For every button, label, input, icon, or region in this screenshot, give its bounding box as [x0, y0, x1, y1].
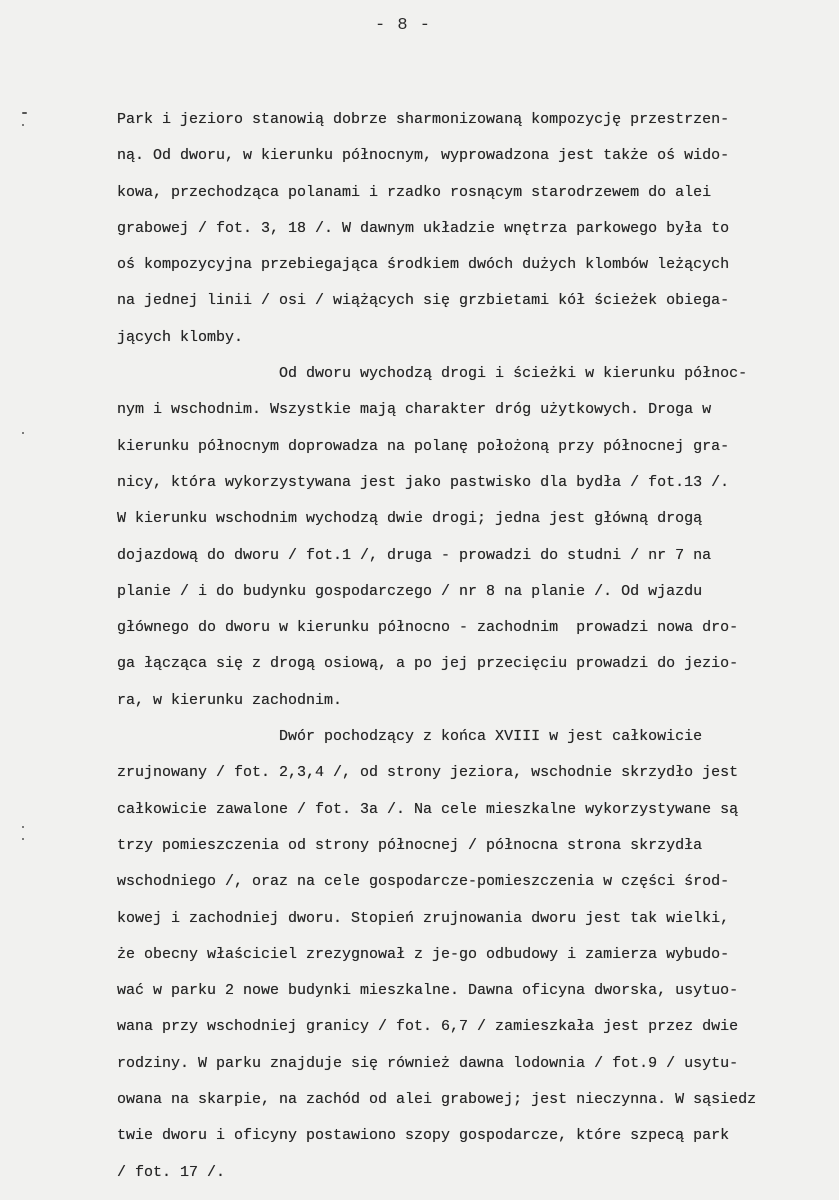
text-line: ra, w kierunku zachodnim. — [117, 691, 343, 709]
text-line: kowa, przechodząca polanami i rzadko rosnącym starodrzewem do alei — [117, 183, 712, 201]
text-line: Od dworu wychodzą drogi i ścieżki w kierunku północ- — [117, 365, 748, 383]
text-line: wana przy wschodniej granicy / fot. 6,7 / zamieszkała jest przez dwie — [117, 1018, 739, 1036]
text-line: nym i wschodnim. Wszystkie mają charakter dróg użytkowych. Droga w — [117, 401, 712, 419]
paragraph — [117, 102, 817, 356]
text-line: kierunku północnym doprowadza na polanę położoną przy północnej gra- — [117, 437, 730, 455]
text-line: grabowej / fot. 3, 18 /. W dawnym układzie wnętrza parkowego była to — [117, 219, 730, 237]
text-line: Park i jezioro stanowią dobrze sharmonizowaną kompozycję przestrzen- — [117, 111, 730, 128]
margin-mark — [22, 838, 24, 840]
margin-mark — [22, 432, 24, 434]
text-line: owana na skarpie, na zachód od alei grabowej; jest nieczynna. W sąsiedz — [117, 1091, 757, 1109]
text-line: ną. Od dworu, w kierunku północnym, wyprowadzona jest także oś wido- — [117, 147, 730, 165]
text-line: oś kompozycyjna przebiegająca środkiem dwóch dużych klombów leżących — [117, 256, 730, 274]
text-line: głównego do dworu w kierunku północno - zachodnim prowadzi nowa dro- — [117, 619, 739, 637]
text-line: wschodniego /, oraz na cele gospodarcze-pomieszczenia w części środ- — [117, 873, 730, 891]
text-line: jących klomby. — [117, 328, 244, 346]
text-line: nicy, która wykorzystywana jest jako pastwisko dla bydła / fot.13 /. — [117, 473, 730, 491]
text-line: W kierunku wschodnim wychodzą dwie drogi; jedna jest główną drogą — [117, 510, 703, 528]
text-line: na jednej linii / osi / wiążących się grzbietami kół ścieżek obiega- — [117, 292, 730, 310]
text-line: / fot. 17 /. — [117, 1163, 226, 1181]
text-line: ga łącząca się z drogą osiową, a po jej przecięciu prowadzi do jezio- — [117, 655, 739, 673]
text-line: zrujnowany / fot. 2,3,4 /, od strony jeziora, wschodnie skrzydło jest — [117, 764, 739, 782]
text-line: rodziny. W parku znajduje się również dawna lodownia / fot.9 / usytu- — [117, 1054, 739, 1072]
body-text — [117, 102, 817, 1191]
text-line: Dwór pochodzący z końca XVIII w jest całkowicie — [117, 728, 703, 746]
text-line: kowej i zachodniej dworu. Stopień zrujnowania dworu jest tak wielki, — [117, 909, 730, 927]
text-line: planie / i do budynku gospodarczego / nr 8 na planie /. Od wjazdu — [117, 582, 703, 600]
paragraph — [117, 356, 817, 719]
page-number: - 8 - — [374, 16, 431, 35]
margin-mark — [22, 826, 24, 828]
paragraph — [117, 719, 817, 1191]
text-line: trzy pomieszczenia od strony północnej / północna strona skrzydła — [117, 836, 703, 854]
margin-mark — [22, 112, 27, 114]
text-line: dojazdową do dworu / fot.1 /, druga - prowadzi do studni / nr 7 na — [117, 546, 712, 564]
text-line: że obecny właściciel zrezygnował z je-go odbudowy i zamierza wybudo- — [117, 945, 730, 963]
text-line: całkowicie zawalone / fot. 3a /. Na cele mieszkalne wykorzystywane są — [117, 800, 739, 818]
text-line: wać w parku 2 nowe budynki mieszkalne. Dawna oficyna dworska, usytuo- — [117, 982, 739, 1000]
margin-mark — [22, 124, 24, 126]
text-line: twie dworu i oficyny postawiono szopy gospodarcze, które szpecą park — [117, 1127, 730, 1145]
